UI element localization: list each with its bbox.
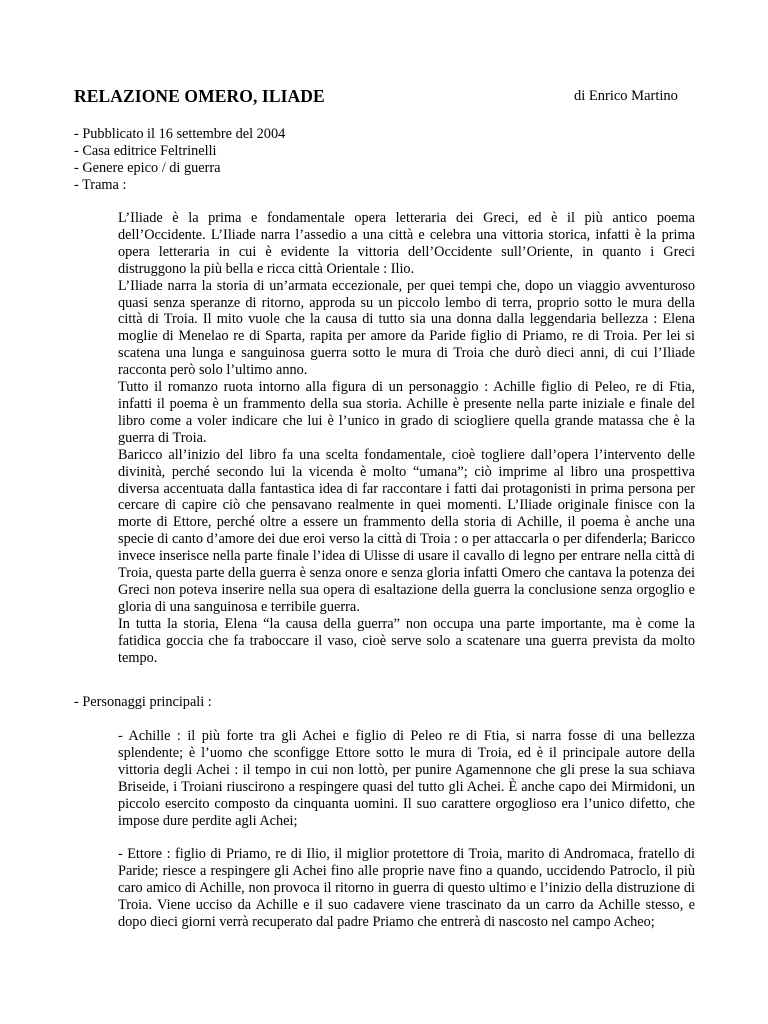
info-publisher: - Casa editrice Feltrinelli <box>74 142 217 159</box>
plot-paragraph: Tutto il romanzo ruota intorno alla figura di un personaggio : Achille figlio di Peleo, re di Ftia, infatti il poema è un frammento della sua storia. Achille è presente nella parte iniziale e finale del libro come a voler indicare che lui è l’unico in grado di sciogliere quella grande matassa che è la guerra di Troia. <box>118 379 695 446</box>
plot-paragraph: L’Iliade è la prima e fondamentale opera letteraria dei Greci, ed è il più antico poema dell’Occidente. L’Iliade narra l’assedio a una città e celebra una vittoria storica, infatti è la prima opera letteraria in cui è evidente la vittoria dell’Occidente sull’Oriente, in quanto i Greci distruggono la più bella e ricca città Orientale : Ilio. <box>118 210 695 277</box>
document-title: RELAZIONE OMERO, ILIADE <box>74 86 325 106</box>
info-genre: - Genere epico / di guerra <box>74 159 221 176</box>
info-plot-heading: - Trama : <box>74 176 127 193</box>
document-author: di Enrico Martino <box>574 88 678 104</box>
book-info-list <box>74 126 285 194</box>
plot-paragraph: In tutta la storia, Elena “la causa della guerra” non occupa una parte importante, ma è come la fatidica goccia che fa traboccare il vaso, cioè serve solo a scatenare una guerra prevista da molto tempo. <box>118 615 695 666</box>
plot-section <box>118 210 695 666</box>
info-published: - Pubblicato il 16 settembre del 2004 <box>74 126 286 142</box>
characters-section <box>118 728 695 931</box>
character-achille: - Achille : il più forte tra gli Achei e figlio di Peleo re di Ftia, si narra fosse di una bellezza splendente; è l’uomo che sconfigge Ettore sotto le mura di Troia, ed è il principale autore della vittoria degli Achei : il tempo in cui non lottò, per punire Agamennone che gli prese la sua schiava Briseide, i Troiani riuscirono a respingere quasi del tutto gli Achei. È anche capo dei Mirmidoni, un piccolo esercito composto da cinquanta uomini. Il suo carattere orgoglioso era l’unico difetto, che impose dure perdite agli Achei; <box>118 728 695 829</box>
plot-paragraph: Baricco all’inizio del libro fa una scelta fondamentale, cioè togliere dall’opera l’intervento delle divinità, perché secondo lui la vicenda è molto “umana”; ciò imprime al libro una prospettiva diversa accentuata dalla fantastica idea di far raccontare i fatti dai protagonisti in prima persona per cercare di capire ciò che pensavano realmente in quei momenti. L’Iliade originale finisce con la morte di Ettore, perché oltre a essere un frammento della storia di Achille, il poema è anche una specie di canto d’amore dei due eroi verso la città di Troia : o per attaccarla o per difenderla; Baricco invece inserisce nella parte finale l’idea di Ulisse di usare il cavallo di legno per entrare nella città di Troia, questa parte della guerra è senza onore e senza gloria infatti Omero che cantava la potenza dei Greci non poteva inserire nella sua opera di esaltazione della guerra la conclusione senza orgoglio e gloria di una sanguinosa e terribile guerra. <box>118 446 695 615</box>
plot-paragraph: L’Iliade narra la storia di un’armata eccezionale, per quei tempi che, dopo un viaggio avventuroso quasi senza speranze di ritorno, approda su un piccolo lembo di terra, proprio sotto le mura della città di Troia. Il mito vuole che la causa di tutto sia una donna dalla leggendaria bellezza : Elena moglie di Menelao re di Sparta, rapita per amore da Paride figlio di Priamo, re di Troia. Per lei si scatena una lunga e sanguinosa guerra sotto le mura di Troia che durò dieci anni, di cui l’Iliade racconta però solo l’ultimo anno. <box>118 277 695 379</box>
characters-heading: - Personaggi principali : <box>74 694 212 710</box>
character-ettore: - Ettore : figlio di Priamo, re di Ilio, il miglior protettore di Troia, marito di Andromaca, fratello di Paride; riesce a respingere gli Achei fino alle proprie nave fino a quando, uccidendo Patroclo, il più caro amico di Achille, non provoca il ritorno in guerra di questo ultimo e l’inizio della distruzione di Troia. Viene ucciso da Achille e il suo cadavere viene trascinato da un carro da Achille stesso, e dopo dieci giorni verrà recuperato dal padre Priamo che entrerà di nascosto nel campo Acheo; <box>118 846 695 930</box>
